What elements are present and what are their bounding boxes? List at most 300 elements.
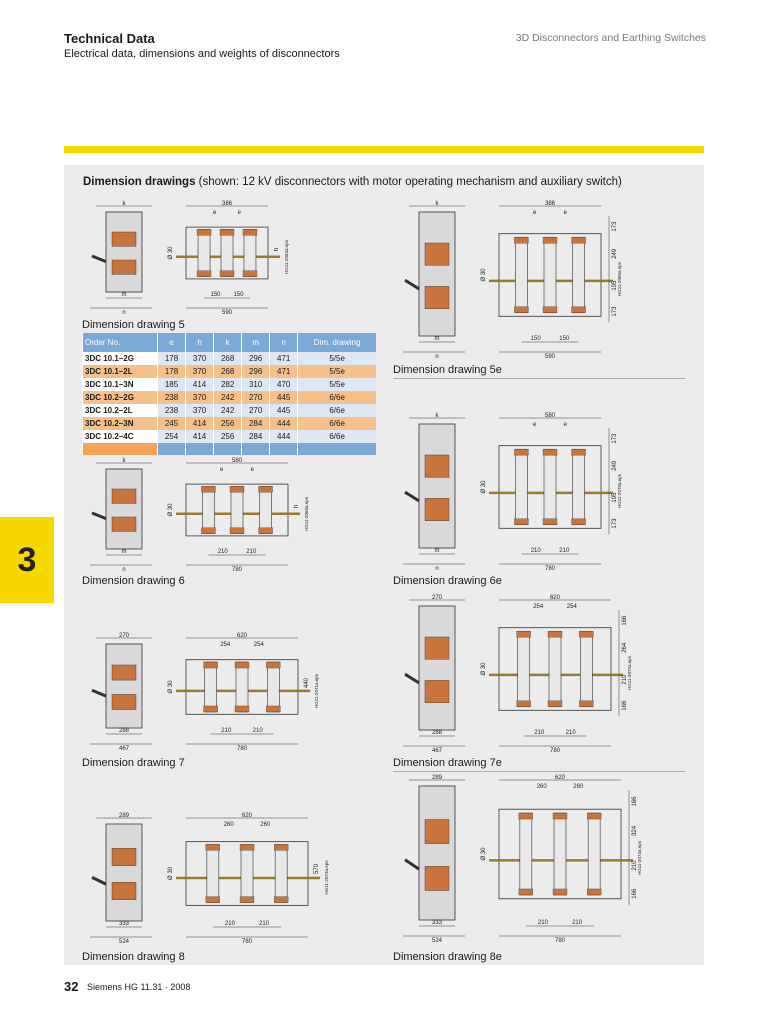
order-number-cell: 3DC 10.2–2G [83, 391, 158, 404]
order-number-cell: 3DC 10.2–2L [83, 404, 158, 417]
pole-spacing-label: 260 [536, 784, 547, 790]
terminal [514, 307, 528, 313]
terminal [230, 486, 244, 492]
table-cell: 414 [186, 378, 214, 391]
vertical-dimension-label: 210 [622, 674, 628, 685]
terminal [259, 486, 273, 492]
insulator-pole [515, 449, 527, 525]
dimension-drawing-8e [395, 772, 645, 944]
contact-block [425, 455, 449, 477]
table-cell: 5/5e [298, 378, 376, 391]
side-dimension-label: k [122, 458, 126, 464]
column-header: Order No. [83, 333, 158, 352]
terminal [579, 631, 593, 637]
pole-pitch-label: 210 [530, 548, 541, 554]
side-view-frame [106, 824, 142, 921]
table-row [83, 417, 377, 430]
pole-spacing-label: e [213, 210, 217, 216]
pole-spacing-label: 260 [573, 784, 584, 790]
vertical-dimension-label: 210 [632, 860, 638, 871]
terminal [243, 229, 257, 235]
insulator-pole [573, 237, 585, 313]
table-cell: 445 [270, 391, 298, 404]
side-view-frame [419, 786, 455, 920]
pole-pitch-label: 210 [572, 920, 583, 926]
file-code-label: HG11-2071a.eps [314, 674, 319, 708]
table-cell: 471 [270, 352, 298, 365]
table-cell [298, 443, 376, 455]
column-header: k [214, 333, 242, 352]
file-code-label: HG11-2063a.eps [284, 240, 289, 274]
insulator-pole [515, 237, 527, 313]
table-cell: 6/6e [298, 404, 376, 417]
pole-spacing-label: 254 [253, 642, 264, 648]
order-number-cell: 3DC 10.2–3N [83, 417, 158, 430]
insulator-pole [275, 844, 287, 902]
contact-block [425, 637, 449, 659]
insulator-pole [267, 662, 279, 712]
terminal [587, 813, 601, 819]
side-view-frame [419, 606, 455, 730]
table-cell: 268 [214, 352, 242, 365]
terminal [517, 631, 531, 637]
shaft-diameter-label: Ø 30 [481, 847, 487, 861]
terminal [517, 701, 531, 707]
dimension-label-n: n [435, 354, 439, 360]
section-title: 3D Disconnectors and Earthing Switches [515, 32, 706, 44]
table-cell: 445 [270, 404, 298, 417]
terminal [572, 449, 586, 455]
vertical-dimension-label: 195 [612, 492, 618, 503]
table-cell: 5/5e [298, 365, 376, 378]
table-cell: 414 [186, 430, 214, 443]
insulator-pole [205, 662, 217, 712]
vertical-dimension-label: 166 [632, 888, 638, 899]
file-code-label: HG11-2073a.eps [324, 860, 329, 895]
dimension-label-n: 467 [431, 748, 443, 754]
pole-spacing-label: e [237, 210, 241, 216]
table-row [83, 430, 377, 443]
overall-length-label: 780 [236, 746, 248, 752]
insulator-pole [241, 844, 253, 902]
table-cell: 6/6e [298, 417, 376, 430]
terminal [204, 662, 218, 668]
table-cell: 242 [214, 391, 242, 404]
terminal [553, 889, 567, 895]
contact-block [112, 232, 136, 246]
height-label: h [274, 247, 280, 251]
table-cell: 370 [186, 404, 214, 417]
table-cell: 178 [158, 365, 186, 378]
side-view-frame [106, 644, 142, 728]
table-row [83, 404, 377, 417]
pole-pitch-label: 210 [559, 548, 570, 554]
side-dimension-label: k [122, 201, 126, 207]
insulator-pole [544, 237, 556, 313]
terminal [579, 701, 593, 707]
dimension-label-n: n [435, 566, 439, 572]
contact-block [112, 694, 136, 709]
caption-drawing-8: Dimension drawing 8 [82, 951, 185, 963]
pole-spacing-label: e [563, 422, 567, 428]
insulator-pole [544, 449, 556, 525]
order-number-cell: 3DC 10.1–3N [83, 378, 158, 391]
table-cell: 444 [270, 430, 298, 443]
pole-pitch-label: 210 [537, 920, 548, 926]
dimension-drawing-8 [82, 810, 332, 945]
vertical-dimension-label: 195 [612, 280, 618, 291]
contact-block [425, 243, 449, 265]
insulator-pole [588, 813, 600, 895]
insulator-pole [202, 486, 214, 533]
table-cell: 6/6e [298, 430, 376, 443]
table-cell [214, 443, 242, 455]
terminal [514, 449, 528, 455]
shaft-diameter-label: Ø 30 [481, 480, 487, 494]
terminal [519, 813, 533, 819]
side-dimension-label: 289 [431, 775, 443, 781]
side-dimension-label: 289 [118, 813, 130, 819]
overall-width-label: 580 [231, 458, 243, 464]
pole-spacing-label: 254 [533, 604, 544, 610]
terminal [514, 237, 528, 243]
column-header: n [270, 333, 298, 352]
contact-block [112, 517, 136, 531]
side-dimension-label: 270 [431, 595, 443, 601]
terminal [201, 486, 215, 492]
column-header: h [186, 333, 214, 352]
operating-lever [405, 280, 419, 289]
terminal [587, 889, 601, 895]
pole-pitch-label: 210 [217, 549, 228, 555]
vertical-dimension-label: 324 [632, 825, 638, 836]
table-cell [242, 443, 270, 455]
table-cell: 245 [158, 417, 186, 430]
vertical-dimension-label: 173 [612, 433, 618, 444]
terminal [266, 662, 280, 668]
caption-drawing-7: Dimension drawing 7 [82, 757, 185, 769]
contact-block [425, 680, 449, 702]
terminal [235, 706, 249, 712]
table-cell: 178 [158, 352, 186, 365]
insulator-pole [518, 631, 530, 707]
insulator-pole [221, 229, 233, 276]
contact-block [112, 848, 136, 865]
dimension-label-n: 524 [118, 939, 130, 945]
dimension-label-n: n [122, 567, 126, 573]
terminal [548, 631, 562, 637]
dimension-drawing-5 [82, 198, 292, 316]
terminal [235, 662, 249, 668]
terminal [204, 706, 218, 712]
insulator-pole [260, 486, 272, 533]
pole-spacing-label: e [250, 467, 254, 473]
dimension-label-m: 333 [118, 921, 130, 927]
pole-pitch-label: 150 [210, 292, 221, 298]
pole-pitch-label: 210 [221, 728, 232, 734]
insulator-pole [549, 631, 561, 707]
pole-pitch-label: 150 [530, 336, 541, 342]
table-cell: 270 [242, 404, 270, 417]
overall-width-label: 620 [236, 633, 248, 639]
caption-drawing-7e: Dimension drawing 7e [393, 757, 502, 769]
file-code-label: HG11-2074a.eps [637, 841, 642, 875]
operating-lever [405, 860, 419, 869]
contact-block [112, 489, 136, 503]
table-cell: 238 [158, 404, 186, 417]
column-header: Dim. drawing [298, 333, 376, 352]
terminal [274, 844, 288, 850]
terminal [572, 519, 586, 525]
caption-drawing-5e: Dimension drawing 5e [393, 364, 502, 376]
terminal [259, 528, 273, 534]
dimension-label-n: n [122, 310, 126, 316]
dimension-label-m: m [434, 336, 440, 342]
pole-pitch-label: 210 [534, 730, 545, 736]
pole-pitch-label: 210 [565, 730, 576, 736]
overall-length-label: 780 [241, 939, 253, 945]
pole-spacing-label: 254 [220, 642, 231, 648]
operating-lever [92, 513, 106, 519]
insulator-pole [580, 631, 592, 707]
overall-length-label: 780 [549, 748, 561, 754]
insulator-pole [520, 813, 532, 895]
table-cell: 5/5e [298, 352, 376, 365]
terminal [548, 701, 562, 707]
pole-spacing-label: e [220, 467, 224, 473]
table-cell: 256 [214, 430, 242, 443]
dimension-drawing-7 [82, 630, 322, 752]
terminal [543, 307, 557, 313]
vertical-dimension-label: 173 [612, 306, 618, 317]
table-cell [270, 443, 298, 455]
table-cell: 370 [186, 391, 214, 404]
table-cell: 254 [158, 430, 186, 443]
side-view-frame [419, 424, 455, 548]
terminal [274, 897, 288, 903]
insulator-pole [198, 229, 210, 276]
shaft-diameter-label: Ø 30 [168, 246, 174, 260]
table-cell: 284 [242, 417, 270, 430]
table-cell: 296 [242, 365, 270, 378]
shaft-diameter-label: Ø 30 [168, 503, 174, 517]
caption-drawing-5: Dimension drawing 5 [82, 319, 185, 331]
operating-lever [92, 877, 106, 884]
vertical-dimension-label: 166 [622, 700, 628, 711]
operating-lever [92, 690, 106, 696]
vertical-dimension-label: 249 [612, 248, 618, 259]
vertical-dimension-label: 166 [632, 796, 638, 807]
table-row [83, 352, 377, 365]
terminal [543, 237, 557, 243]
overall-length-label: 780 [544, 566, 556, 572]
terminal [206, 897, 220, 903]
shaft-diameter-label: Ø 30 [481, 662, 487, 676]
contact-block [425, 820, 449, 844]
footer-text: Siemens HG 11.31 · 2008 [87, 982, 191, 992]
column-header: m [242, 333, 270, 352]
table-cell: 282 [214, 378, 242, 391]
vertical-dimension-label: 249 [612, 460, 618, 471]
terminal [243, 271, 257, 277]
dimension-label-m: 288 [431, 730, 443, 736]
terminal [543, 519, 557, 525]
file-code-label: HG11-2068a.eps [304, 497, 309, 531]
terminal [543, 449, 557, 455]
overall-width-label: 620 [554, 775, 566, 781]
divider [393, 378, 685, 379]
terminal [201, 528, 215, 534]
table-cell: 444 [270, 417, 298, 430]
dimension-drawing-6e [395, 410, 625, 572]
height-label: 570 [314, 863, 320, 874]
table-footer-row [83, 443, 377, 455]
dimension-label-n: 467 [118, 746, 130, 752]
terminal [230, 528, 244, 534]
overall-length-label: 590 [544, 354, 556, 360]
vertical-dimension-label: 173 [612, 518, 618, 529]
order-table [82, 333, 376, 455]
table-cell: 370 [186, 365, 214, 378]
overall-width-label: 580 [544, 413, 556, 419]
overall-length-label: 590 [221, 310, 233, 316]
overall-length-label: 780 [554, 938, 566, 944]
dimension-drawing-6 [82, 455, 312, 573]
divider [393, 771, 685, 772]
terminal [514, 519, 528, 525]
table-row [83, 365, 377, 378]
yellow-rule [64, 146, 704, 153]
pole-spacing-label: e [563, 210, 567, 216]
side-dimension-label: k [435, 201, 439, 207]
terminal [553, 813, 567, 819]
shaft-diameter-label: Ø 30 [481, 268, 487, 282]
terminal [220, 229, 234, 235]
terminal [572, 237, 586, 243]
caption-drawing-6: Dimension drawing 6 [82, 575, 185, 587]
order-number-cell: 3DC 10.1–2G [83, 352, 158, 365]
table-cell: 242 [214, 404, 242, 417]
caption-drawing-8e: Dimension drawing 8e [393, 951, 502, 963]
side-view-frame [419, 212, 455, 336]
pole-spacing-label: e [533, 422, 537, 428]
dimension-label-m: m [121, 549, 127, 555]
order-number-cell: 3DC 10.1–2L [83, 365, 158, 378]
caption-drawing-6e: Dimension drawing 6e [393, 575, 502, 587]
table-cell: 185 [158, 378, 186, 391]
dimension-label-n: 524 [431, 938, 443, 944]
table-cell [186, 443, 214, 455]
pole-spacing-label: 254 [566, 604, 577, 610]
operating-lever [92, 256, 106, 262]
table-cell: 414 [186, 417, 214, 430]
overall-length-label: 780 [231, 567, 243, 573]
table-cell: 470 [270, 378, 298, 391]
table-cell: 270 [242, 391, 270, 404]
side-view-frame [106, 469, 142, 549]
table-cell: 471 [270, 365, 298, 378]
terminal [240, 844, 254, 850]
page-number: 32 [64, 979, 79, 994]
table-cell: 238 [158, 391, 186, 404]
table-cell: 310 [242, 378, 270, 391]
pole-spacing-label: e [533, 210, 537, 216]
table-cell: 370 [186, 352, 214, 365]
table-row [83, 391, 377, 404]
insulator-pole [573, 449, 585, 525]
contact-block [112, 665, 136, 680]
terminal [519, 889, 533, 895]
overall-width-label: 620 [549, 595, 561, 601]
shaft-diameter-label: Ø 30 [168, 680, 174, 694]
panel-heading [83, 176, 622, 188]
table-cell [83, 443, 158, 455]
page-subtitle: Electrical data, dimensions and weights of disconnectors [64, 48, 340, 60]
overall-width-label: 620 [241, 813, 253, 819]
terminal [197, 271, 211, 277]
pole-pitch-label: 150 [559, 336, 570, 342]
height-label: h [294, 504, 300, 508]
insulator-pole [236, 662, 248, 712]
side-dimension-label: k [435, 413, 439, 419]
file-code-label: HG11-2070a.eps [617, 474, 622, 508]
terminal [266, 706, 280, 712]
side-view-frame [106, 212, 142, 292]
contact-block [112, 260, 136, 274]
dimension-label-m: m [434, 548, 440, 554]
vertical-dimension-label: 173 [612, 221, 618, 232]
pole-pitch-label: 210 [259, 921, 270, 927]
pole-pitch-label: 210 [252, 728, 263, 734]
pole-spacing-label: 260 [260, 822, 271, 828]
table-cell: 284 [242, 430, 270, 443]
contact-block [425, 866, 449, 890]
dimension-label-m: m [121, 292, 127, 298]
table-cell: 296 [242, 352, 270, 365]
pole-pitch-label: 150 [233, 292, 244, 298]
overall-width-label: 386 [221, 201, 233, 207]
dimension-label-m: 333 [431, 920, 443, 926]
shaft-diameter-label: Ø 30 [168, 866, 174, 881]
pole-spacing-label: 260 [223, 822, 234, 828]
terminal [197, 229, 211, 235]
terminal [572, 307, 586, 313]
chapter-tab: 3 [0, 517, 54, 603]
overall-width-label: 386 [544, 201, 556, 207]
insulator-pole [554, 813, 566, 895]
terminal [206, 844, 220, 850]
contact-block [425, 286, 449, 308]
insulator-pole [231, 486, 243, 533]
table-cell: 256 [214, 417, 242, 430]
vertical-dimension-label: 264 [622, 642, 628, 653]
panel-heading-bold: Dimension drawings [83, 176, 196, 188]
file-code-label: HG11-2066a.eps [617, 262, 622, 296]
page-title: Technical Data [64, 31, 155, 46]
side-dimension-label: 270 [118, 633, 130, 639]
contact-block [112, 882, 136, 899]
dimension-label-m: 288 [118, 728, 130, 734]
file-code-label: HG11-2072a.eps [627, 656, 632, 690]
panel-heading-rest: (shown: 12 kV disconnectors with motor operating mechanism and auxiliary switch) [195, 176, 622, 188]
insulator-pole [244, 229, 256, 276]
contact-block [425, 498, 449, 520]
pole-pitch-label: 210 [224, 921, 235, 927]
operating-lever [405, 492, 419, 501]
operating-lever [405, 674, 419, 683]
table-cell: 268 [214, 365, 242, 378]
pole-pitch-label: 210 [246, 549, 257, 555]
